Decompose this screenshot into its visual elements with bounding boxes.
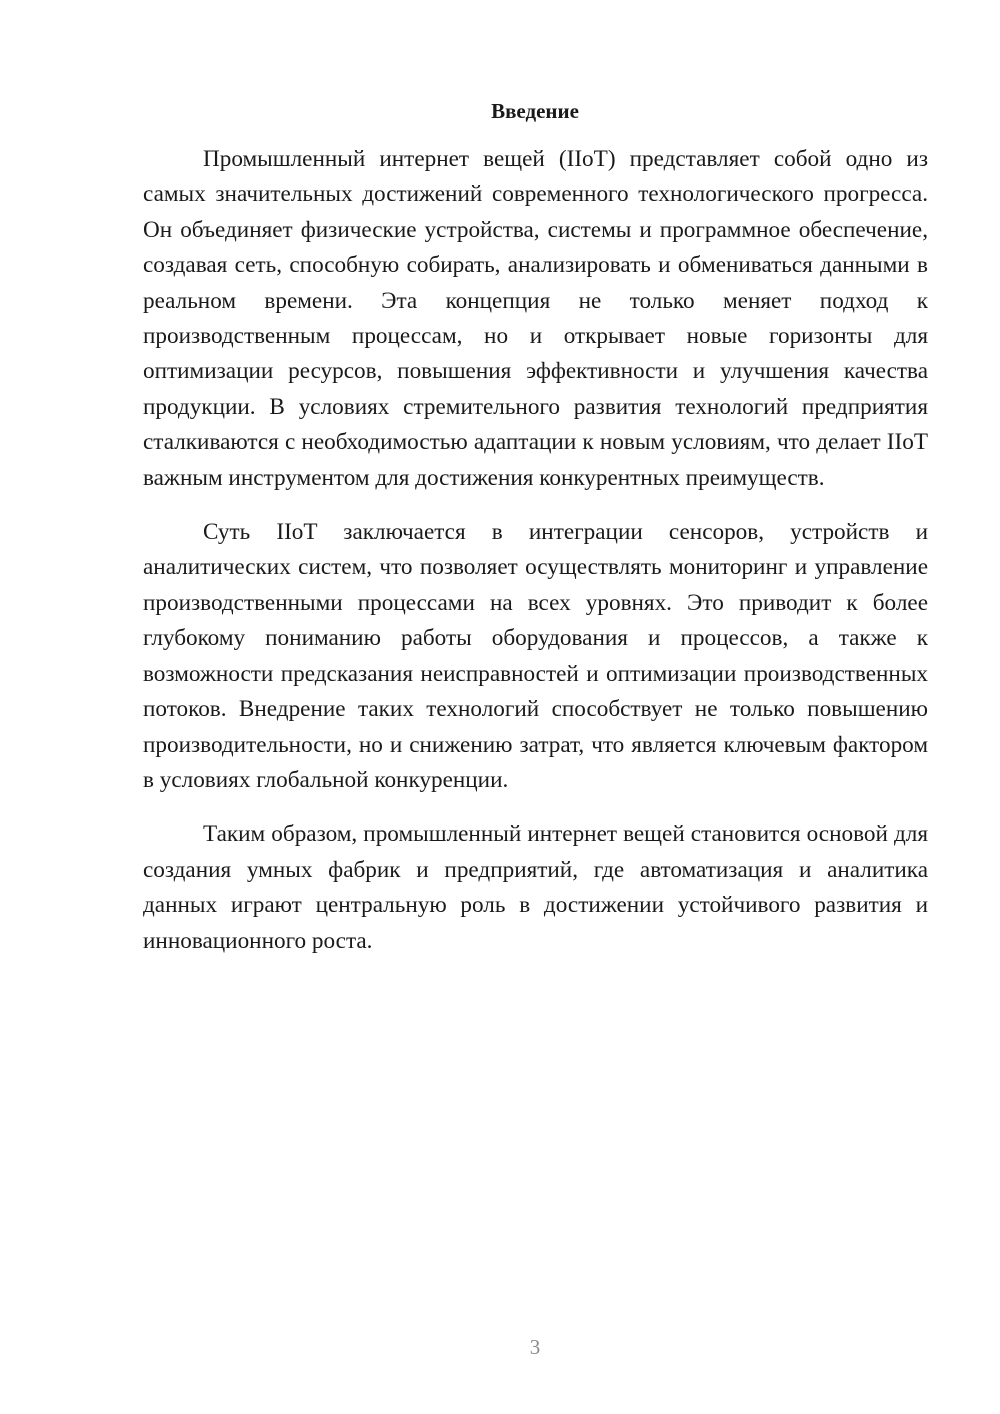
paragraph-2: Суть IIoT заключается в интеграции сенсоров, устройств и аналитических систем, что позволяет осуществлять мониторинг и управление производственными процессами на всех уровнях. Это приводит к более глубокому пониманию работы оборудования и процессов, а также к возможности предсказания неисправностей и оптимизации производственных потоков. Внедрение таких технологий способствует не только повышению производительности, но и снижению затрат, что является ключевым фактором в условиях глобальной конкуренции. [143,519,928,793]
body-text [143,142,928,959]
page-number: 3 [529,1335,541,1359]
paragraph-3: Таким образом, промышленный интернет вещей становится основой для создания умных фабрик и предприятий, где автоматизация и аналитика данных играют центральную роль в достижении устойчивого развития и инновационного роста. [143,821,928,954]
paragraph-1: Промышленный интернет вещей (IIoT) представляет собой одно из самых значительных достижений современного технологического прогресса. Он объединяет физические устройства, системы и программное обеспечение, создавая сеть, способную собирать, анализировать и обмениваться данными в реальном времени. Эта концепция не только меняет подход к производственным процессам, но и открывает новые горизонты для оптимизации ресурсов, повышения эффективности и улучшения качества продукции. В условиях стремительного развития технологий предприятия сталкиваются с необходимостью адаптации к новым условиям, что делает IIoT важным инструментом для достижения конкурентных преимуществ. [143,146,928,491]
section-heading: Введение [491,99,579,123]
